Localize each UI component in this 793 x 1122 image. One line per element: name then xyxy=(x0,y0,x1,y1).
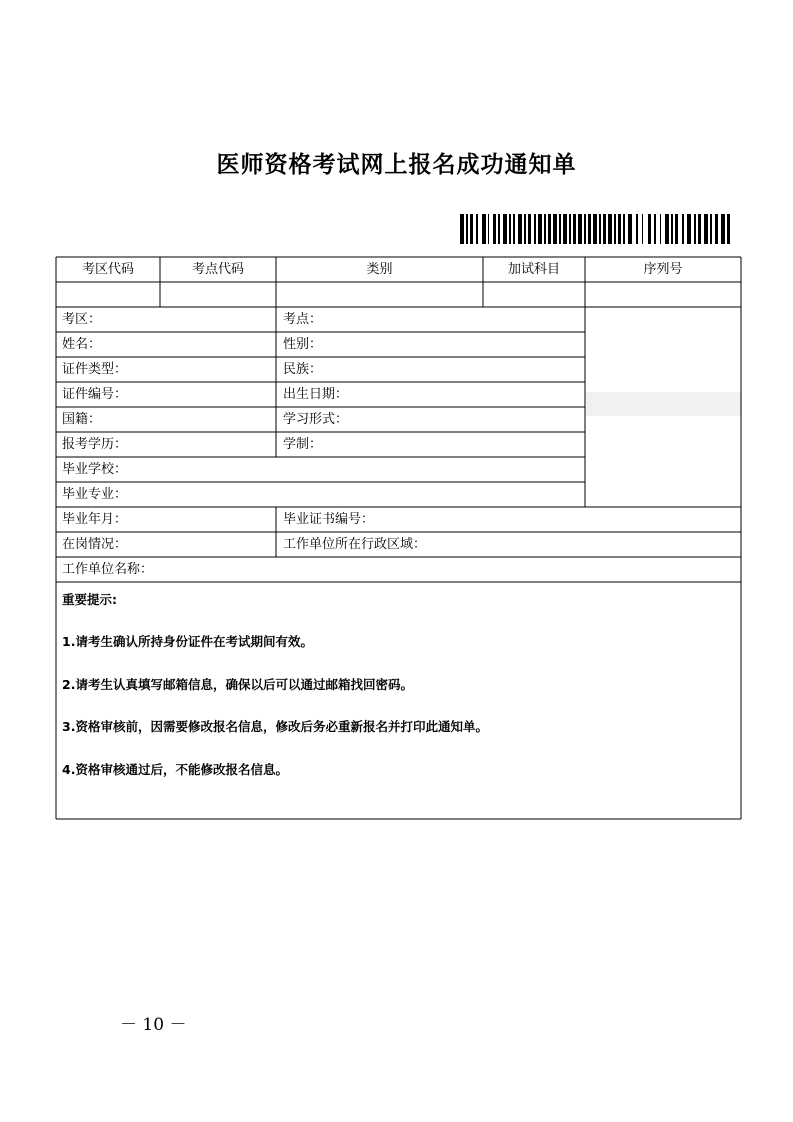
header-exam-site-code: 考点代码 xyxy=(191,262,244,277)
field-graduate-school: 毕业学校： xyxy=(62,462,128,477)
header-extra-subject: 加试科目 xyxy=(507,262,560,277)
field-id-number: 证件编号： xyxy=(62,387,128,402)
field-ethnicity: 民族： xyxy=(283,362,323,377)
note-item-3: 3.资格审核前，因需要修改报名信息，修改后务必重新报名并打印此通知单。 xyxy=(62,719,488,734)
header-serial-number: 序列号 xyxy=(643,262,683,277)
note-item-1: 1.请考生确认所持身份证件在考试期间有效。 xyxy=(62,634,313,649)
field-graduate-major: 毕业专业： xyxy=(62,487,128,502)
field-diploma-number: 毕业证书编号： xyxy=(283,512,375,527)
field-birth-date: 出生日期： xyxy=(283,387,349,402)
field-employment-status: 在岗情况： xyxy=(62,537,128,552)
field-id-type: 证件类型： xyxy=(62,362,128,377)
field-nationality: 国籍： xyxy=(62,412,102,427)
field-exam-region: 考区： xyxy=(62,312,102,327)
header-exam-region-code: 考区代码 xyxy=(81,262,134,277)
field-name: 姓名： xyxy=(62,337,102,352)
field-education: 报考学历： xyxy=(62,437,128,452)
field-study-mode: 学习形式： xyxy=(283,412,349,427)
notes-heading: 重要提示: xyxy=(62,592,117,607)
field-work-unit: 工作单位名称： xyxy=(62,562,154,577)
header-category: 类别 xyxy=(366,262,393,277)
field-gender: 性别： xyxy=(283,337,323,352)
note-item-4: 4.资格审核通过后，不能修改报名信息。 xyxy=(62,762,288,777)
page-number: － 10 － xyxy=(120,1015,187,1035)
document-title: 医师资格考试网上报名成功通知单 xyxy=(216,151,577,178)
field-study-length: 学制： xyxy=(283,437,323,452)
note-item-2: 2.请考生认真填写邮箱信息，确保以后可以通过邮箱找回密码。 xyxy=(62,677,413,692)
field-graduate-date: 毕业年月： xyxy=(62,512,128,527)
field-exam-site: 考点： xyxy=(283,312,323,327)
field-work-region: 工作单位所在行政区域： xyxy=(283,537,427,552)
